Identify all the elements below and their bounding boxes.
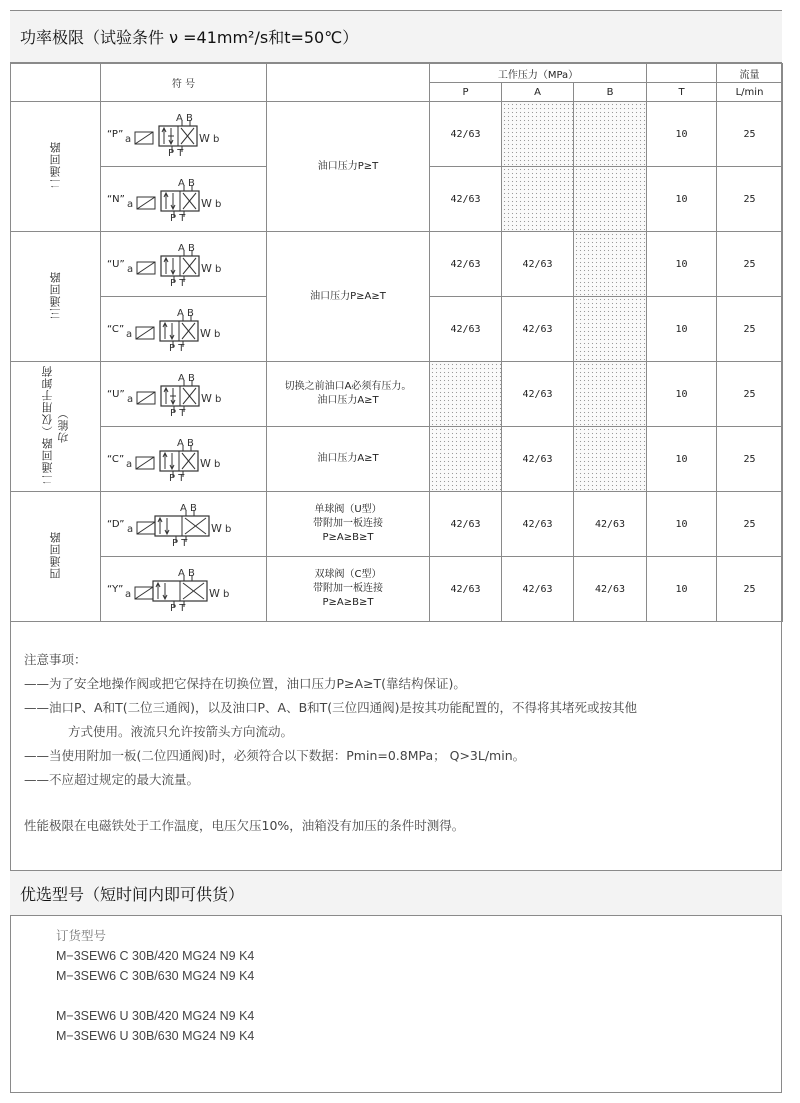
svg-text:A B: A B xyxy=(178,568,196,579)
cell-flow: 25 xyxy=(717,232,783,297)
cell-a: 42/63 xyxy=(502,232,574,297)
group-label-cell xyxy=(11,362,101,492)
svg-text:P T: P T xyxy=(169,408,186,416)
cell-b-na xyxy=(574,362,647,427)
cell-a: 42/63 xyxy=(502,362,574,427)
row-desc-line: 带附加一板连接 xyxy=(313,583,383,594)
performance-limits-title: 功率极限（试验条件 ν =41mm²/s和t=50℃） xyxy=(10,11,782,63)
order-list xyxy=(56,926,254,1046)
svg-text:P T: P T xyxy=(169,343,185,351)
group-label-cell xyxy=(11,492,101,622)
group-label-cell xyxy=(11,102,101,232)
cell-flow: 25 xyxy=(717,167,783,232)
cell-p: 42/63 xyxy=(430,297,502,362)
row-desc xyxy=(267,557,430,622)
svg-text:b: b xyxy=(213,134,220,145)
row-desc-line: P≥A≥B≥T xyxy=(322,532,374,543)
valve-symbol-icon xyxy=(127,372,247,416)
row-desc-line: P≥A≥B≥T xyxy=(322,597,374,608)
row-desc: 油口压力P≥A≥T xyxy=(267,232,430,362)
symbol-code: “N” xyxy=(107,193,125,205)
note-item: ——油口P、A和T(二位三通阀)，以及油口P、A、B和T(三位四通阀)是按其功能配置的，不得将其堵死或按其他 xyxy=(24,700,638,715)
symbol-cell xyxy=(101,492,267,557)
cell-t: 10 xyxy=(647,427,717,492)
symbol-code: “U” xyxy=(107,258,125,270)
symbol-cell xyxy=(101,557,267,622)
cell-p: 42/63 xyxy=(430,492,502,557)
symbol-cell xyxy=(101,102,267,167)
svg-text:A B: A B xyxy=(177,438,195,449)
valve-symbol-icon xyxy=(127,502,247,546)
svg-text:P T: P T xyxy=(171,538,187,546)
header-desc-blank xyxy=(267,64,430,102)
header-t-blank xyxy=(647,64,717,83)
cell-flow: 25 xyxy=(717,102,783,167)
svg-text:W: W xyxy=(199,132,211,145)
svg-text:W: W xyxy=(200,262,212,275)
symbol-code: “U” xyxy=(107,388,125,400)
valve-symbol-icon xyxy=(126,307,246,351)
row-desc-line: 单球阀（U型） xyxy=(314,504,382,515)
svg-text:b: b xyxy=(214,329,221,340)
cell-t: 10 xyxy=(647,557,717,622)
order-model: M−3SEW6 C 30B/630 MG24 N9 K4 xyxy=(56,969,255,983)
svg-text:A B: A B xyxy=(177,373,195,384)
svg-text:W: W xyxy=(209,587,221,600)
group-label-cell xyxy=(11,232,101,362)
cell-p-na xyxy=(430,427,502,492)
cell-p: 42/63 xyxy=(430,232,502,297)
svg-text:a: a xyxy=(125,134,132,145)
svg-text:P T: P T xyxy=(169,473,185,481)
cell-p: 42/63 xyxy=(430,102,502,167)
svg-text:P T: P T xyxy=(169,278,186,286)
svg-text:b: b xyxy=(214,264,222,275)
svg-text:a: a xyxy=(126,459,133,470)
svg-text:a: a xyxy=(125,589,132,600)
cell-t: 10 xyxy=(647,492,717,557)
row-desc-line: 油口压力A≥T xyxy=(317,395,379,406)
row-desc-line: 双球阀（C型） xyxy=(314,569,382,580)
symbol-code: “Y” xyxy=(107,583,124,595)
valve-symbol-icon xyxy=(125,567,245,611)
row-desc-line: 带附加一板连接 xyxy=(313,518,383,529)
symbol-cell xyxy=(101,297,267,362)
svg-text:W: W xyxy=(200,457,212,470)
cell-flow: 25 xyxy=(717,557,783,622)
group-label: 二通回路 xyxy=(48,141,62,189)
order-model: M−3SEW6 C 30B/420 MG24 N9 K4 xyxy=(56,949,255,963)
svg-text:b: b xyxy=(214,394,222,405)
row-desc xyxy=(267,362,430,427)
note-item: ——不应超过规定的最大流量。 xyxy=(24,772,200,787)
group-label: 四通回路 xyxy=(48,531,62,579)
header-t: T xyxy=(647,83,717,102)
symbol-cell xyxy=(101,232,267,297)
cell-flow: 25 xyxy=(717,297,783,362)
row-desc: 油口压力P≥T xyxy=(267,102,430,232)
svg-text:P T: P T xyxy=(170,603,186,611)
group-label: 三通回路 xyxy=(48,271,62,319)
header-flow: 流量 xyxy=(717,64,783,83)
svg-text:a: a xyxy=(126,199,133,210)
svg-text:b: b xyxy=(214,199,222,210)
cell-a-na xyxy=(502,102,574,167)
header-flow-unit: L/min xyxy=(717,83,783,102)
header-p: P xyxy=(430,83,502,102)
svg-text:A B: A B xyxy=(179,503,197,514)
symbol-code: “D” xyxy=(107,518,125,530)
svg-text:a: a xyxy=(126,394,133,405)
svg-text:b: b xyxy=(223,589,230,600)
header-blank xyxy=(11,64,101,102)
cell-b: 42/63 xyxy=(574,492,647,557)
cell-b: 42/63 xyxy=(574,557,647,622)
cell-t: 10 xyxy=(647,362,717,427)
notes-heading: 注意事项： xyxy=(24,652,87,667)
svg-text:A B: A B xyxy=(177,243,195,254)
svg-text:a: a xyxy=(126,329,133,340)
header-pressure: 工作压力（MPa） xyxy=(430,64,647,83)
cell-b-na xyxy=(574,102,647,167)
cell-t: 10 xyxy=(647,102,717,167)
cell-flow: 25 xyxy=(717,427,783,492)
symbol-cell xyxy=(101,362,267,427)
order-model: M−3SEW6 U 30B/630 MG24 N9 K4 xyxy=(56,1029,255,1043)
symbol-cell xyxy=(101,167,267,232)
cell-flow: 25 xyxy=(717,362,783,427)
header-a: A xyxy=(502,83,574,102)
cell-a: 42/63 xyxy=(502,297,574,362)
svg-text:b: b xyxy=(214,459,221,470)
group-label: 二通回路（仅用于卸荷功能） xyxy=(40,365,70,485)
cell-b-na xyxy=(574,427,647,492)
cell-p-na xyxy=(430,362,502,427)
cell-b-na xyxy=(574,297,647,362)
svg-text:A B: A B xyxy=(177,178,195,189)
symbol-code: “C” xyxy=(107,453,125,465)
header-b: B xyxy=(574,83,647,102)
svg-text:a: a xyxy=(126,524,133,535)
performance-table xyxy=(10,63,783,622)
svg-text:W: W xyxy=(200,327,212,340)
notes-footer: 性能极限在电磁铁处于工作温度，电压欠压10%，油箱没有加压的条件时测得。 xyxy=(24,818,465,833)
cell-p: 42/63 xyxy=(430,557,502,622)
cell-b-na xyxy=(574,167,647,232)
order-model: M−3SEW6 U 30B/420 MG24 N9 K4 xyxy=(56,1009,255,1023)
order-label: 订货型号 xyxy=(56,929,107,943)
svg-text:W: W xyxy=(200,392,212,405)
cell-a-na xyxy=(502,167,574,232)
svg-text:W: W xyxy=(200,197,212,210)
cell-flow: 25 xyxy=(717,492,783,557)
symbol-code: “P” xyxy=(107,128,124,140)
svg-text:P T: P T xyxy=(168,148,184,156)
note-item: ——为了安全地操作阀或把它保持在切换位置，油口压力P≥A≥T(靠结构保证)。 xyxy=(24,676,466,691)
symbol-code: “C” xyxy=(107,323,125,335)
notes-section xyxy=(24,648,764,838)
cell-t: 10 xyxy=(647,167,717,232)
header-symbol: 符 号 xyxy=(101,64,267,102)
cell-t: 10 xyxy=(647,232,717,297)
svg-text:a: a xyxy=(126,264,133,275)
symbol-cell xyxy=(101,427,267,492)
preferred-types-title: 优选型号（短时间内即可供货） xyxy=(10,870,782,916)
svg-text:W: W xyxy=(210,522,222,535)
valve-symbol-icon xyxy=(125,112,245,156)
note-item-continued: 方式使用。液流只允许按箭头方向流动。 xyxy=(68,724,294,739)
cell-b-na xyxy=(574,232,647,297)
valve-symbol-icon xyxy=(127,177,247,221)
svg-text:P T: P T xyxy=(169,213,186,221)
valve-symbol-icon xyxy=(127,242,247,286)
row-desc xyxy=(267,492,430,557)
cell-a: 42/63 xyxy=(502,557,574,622)
cell-t: 10 xyxy=(647,297,717,362)
row-desc-line: 切换之前油口A必须有压力。 xyxy=(284,381,412,392)
cell-p: 42/63 xyxy=(430,167,502,232)
svg-text:A B: A B xyxy=(176,113,194,124)
svg-text:b: b xyxy=(224,524,231,535)
cell-a: 42/63 xyxy=(502,427,574,492)
svg-text:A B: A B xyxy=(177,308,195,319)
cell-a: 42/63 xyxy=(502,492,574,557)
row-desc: 油口压力A≥T xyxy=(267,427,430,492)
valve-symbol-icon xyxy=(126,437,246,481)
note-item: ——当使用附加一板(二位四通阀)时，必须符合以下数据：Pmin=0.8MPa； Q>3L/min。 xyxy=(24,748,526,763)
